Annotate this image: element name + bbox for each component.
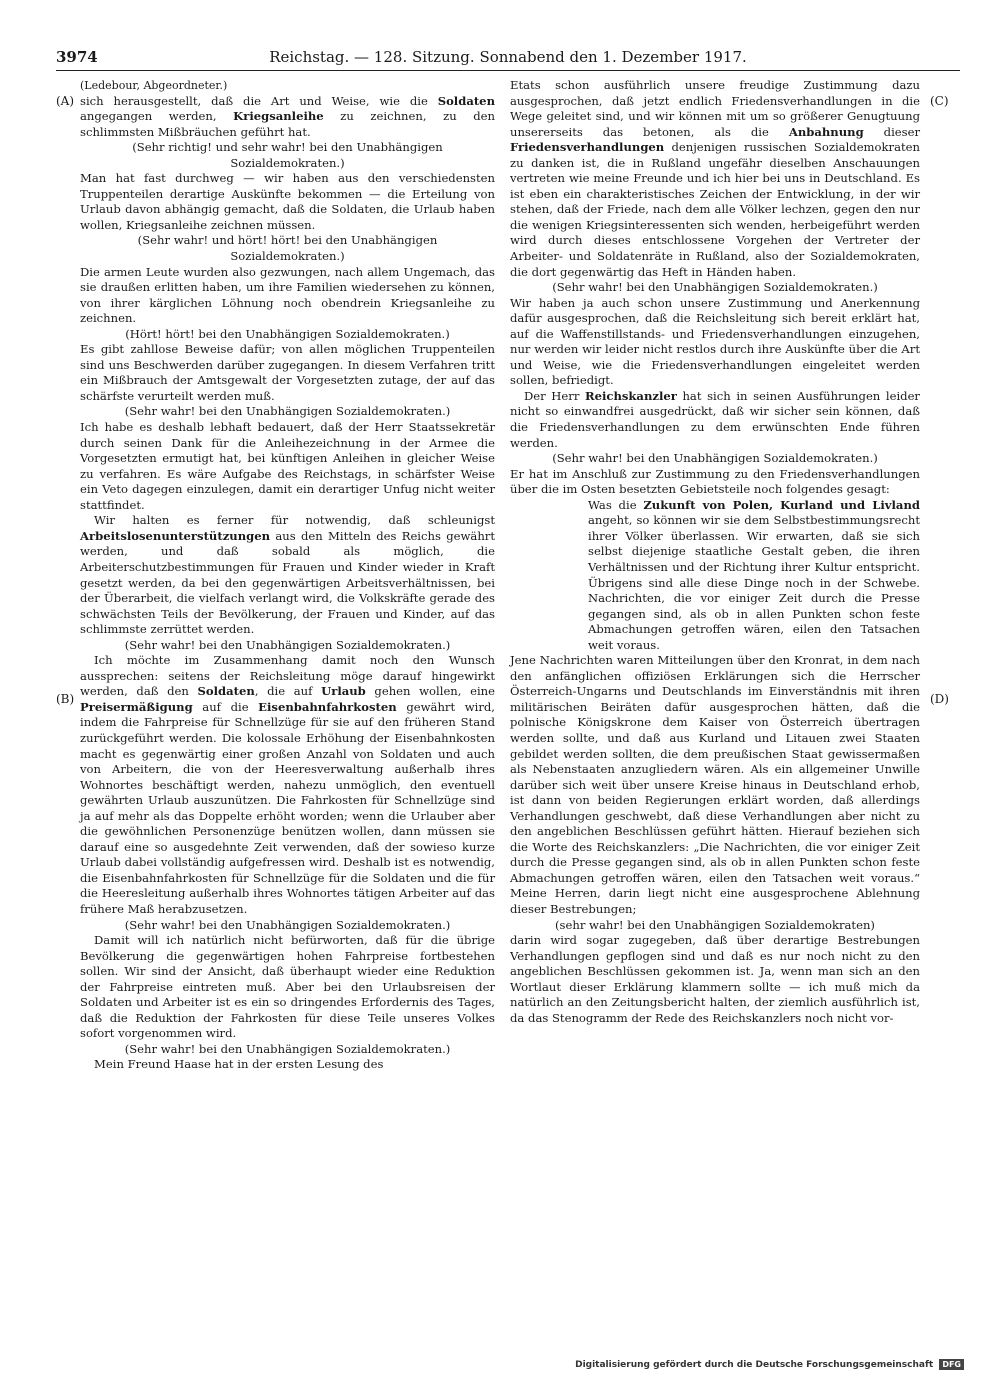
page-title: Reichstag. — 128. Sitzung. Sonnabend den 1. Dezember 1917. bbox=[269, 48, 747, 66]
paragraph: Der Herr Reichskanzler hat sich in seinen Ausführungen leider nicht so einwandfrei ausgedrückt, daß wir sicher sein können, daß die Friedensverhandlungen zu dem erwünschten Ende führen werden. bbox=[510, 388, 920, 450]
paragraph: Wir haben ja auch schon unsere Zustimmung und Anerkennung dafür ausgesprochen, daß die Reichsleitung sich bereit erklärt hat, auf die Waffenstillstands- und Friedensverhandlungen einzugehen, nur werden wir leider nicht restlos durch ihre Auskünfte über die Art und Weise, wie die Friedensverhandlungen eingeleitet werden sollen, befriedigt. bbox=[510, 295, 920, 388]
footer-credit bbox=[575, 1359, 964, 1370]
remark: (Sehr wahr! bei den Unabhängigen Sozialdemokraten.) bbox=[124, 917, 451, 932]
paragraph: sich herausgestellt, daß die Art und Weise, wie die Soldaten angegangen werden, Kriegsanleihe zu zeichnen, zu den schlimmsten Mißbräuchen geführt hat. bbox=[80, 93, 495, 139]
paragraph: Damit will ich natürlich nicht befürworten, daß für die übrige Bevölkerung die gegenwärtigen hohen Fahrpreise fortbestehen sollen. Wir sind der Ansicht, daß überhaupt wieder eine Reduktion der Fahrpreise eintreten muß. Aber bei den Urlaubsreisen der Soldaten und Arbeiter ist es ein so dringendes Erfordernis des Tages, daß die Reduktion der Fahrkosten für diese Teile unseres Volkes sofort vorgenommen wird. bbox=[80, 933, 495, 1041]
paragraph: darin wird sogar zugegeben, daß über derartige Bestrebungen Verhandlungen gepflogen sind und daß es nur noch nicht zu den angeblichen Beschlüssen gekommen ist. Ja, wenn man sich an den Wortlaut dieser Erklärung klammern sollte — ich muß mich da natürlich an den Zeitungsbericht halten, der ziemlich ausführlich ist, da das Stenogramm der Rede des Reichskanzlers noch nicht vor- bbox=[510, 933, 920, 1025]
remark: (Sehr wahr! bei den Unabhängigen Sozialdemokraten.) bbox=[552, 451, 878, 466]
paragraph: Wir halten es ferner für notwendig, daß schleunigst Arbeitslosenunterstützungen aus den Mitteln des Reichs gewährt werden, und daß sobald als möglich, die Arbeiterschutzbestimmungen für Frauen und Kinder wieder in Kraft gesetzt werden, da bei den gegenwärtigen Arbeitsverhältnissen, bei der Überarbeit, die vielfach verlangt wird, die Volkskräfte gerade des schwächsten Teils der Bevölkerung, der Frauen und Kinder, auf das schlimmste zerrüttet werden. bbox=[80, 513, 495, 637]
paragraph: Die armen Leute wurden also gezwungen, nach allem Ungemach, das sie draußen erlitten haben, um ihre Familien wiedersehen zu können, von ihrer kärglichen Löhnung noch obendrein Kriegsanleihe zu zeichnen. bbox=[80, 264, 495, 326]
remark: (Sehr wahr! bei den Unabhängigen Sozialdemokraten.) bbox=[552, 280, 878, 295]
paragraph: Etats schon ausführlich unsere freudige Zustimmung dazu ausgesprochen, daß jetzt endlich Friedensverhandlungen in die Wege geleitet sind, und wir können mit um so größerer Genugtuung unsererseits das betonen, als die Anbahnung dieser Friedensverhandlungen denjenigen russischen Sozialdemokraten zu danken ist, die in Rußland ungefähr dieselben Anschauungen vertreten wie meine Freunde und ich hier bei uns in Deutschland. Es ist eben ein charakteristisches Zeichen der Entwicklung, in der wir stehen, daß der Friede, nach dem alle Völker lechzen, gegen den nur die wenigen Kriegsinteressenten sich wenden, herbeigeführt werden wird durch dieses entschlossene Vorgehen der Vertreter der Arbeiter- und Soldatenräte in Rußland, also der Sozialdemokraten, die dort gegenwärtig das Heft in Händen haben. bbox=[510, 78, 920, 279]
remark: (Hört! hört! bei den Unabhängigen Sozialdemokraten.) bbox=[125, 326, 450, 341]
speaker-label: (Ledebour, Abgeordneter.) bbox=[80, 79, 228, 92]
remark: (Sehr wahr! bei den Unabhängigen Sozialdemokraten.) bbox=[124, 637, 451, 652]
paragraph: Ich möchte im Zusammenhang damit noch den Wunsch aussprechen: seitens der Reichsleitung möge darauf hingewirkt werden, daß den Soldaten, die auf Urlaub gehen wollen, eine Preisermäßigung auf die Eisenbahnfahrkosten gewährt wird, indem die Fahrpreise für Schnellzüge für sie auf den früheren Stand zurückgeführt werden. Die kolossale Erhöhung der Eisenbahnkosten macht es gegenwärtig einer großen Anzahl von Soldaten und auch von Arbeitern, die von der Heeresverwaltung außerhalb ihres Wohnortes beschäftigt werden, nahezu unmöglich, den eventuell gewährten Urlaub auszunützen. Die Fahrkosten für Schnellzüge sind ja auf mehr als das Doppelte erhöht worden; wenn die Urlauber aber die gewöhnlichen Personenzüge benützen wollen, dann müssen sie darauf eine so ausgedehnte Zeit verwenden, daß der sowieso kurze Urlaub dabei vollständig aufgefressen wird. Deshalb ist es notwendig, die Eisenbahnfahrkosten für Schnellzüge für die Soldaten und die für die Heeresleitung außerhalb ihres Wohnortes tätigen Arbeiter auf das frühere Maß herabzusetzen. bbox=[80, 653, 495, 916]
footer-text: Digitalisierung gefördert durch die Deutsche Forschungsgemeinschaft bbox=[575, 1360, 934, 1370]
paragraph: Mein Freund Haase hat in der ersten Lesung des bbox=[94, 1057, 384, 1072]
paragraph: Ich habe es deshalb lebhaft bedauert, daß der Herr Staatssekretär durch seinen Dank für die Anleihezeichnung in der Armee die Vorgesetzten ermutigt hat, bei künftigen Anleihen in gleicher Weise zu verfahren. Es wäre Aufgabe des Reichstags, in schärfster Weise ein Veto dagegen einzulegen, damit ein derartiger Unfug nicht weiter stattfindet. bbox=[80, 420, 495, 512]
page-number: 3974 bbox=[56, 48, 98, 66]
quotation: Was die Zukunft von Polen, Kurland und Livland angeht, so können wir sie dem Selbstbestimmungsrecht ihrer Völker überlassen. Wir erwarten, daß sie sich selbst diejenige staatliche Gestalt geben, die ihren Verhältnissen und der Richtung ihrer Kultur entspricht. Übrigens sind alle diese Dinge noch in der Schwebe. Nachrichten, die vor einiger Zeit durch die Presse gegangen sind, als ob in allen Punkten schon feste Abmachungen getroffen wären, eilen den Tatsachen weit voraus. bbox=[588, 497, 920, 652]
paragraph: Jene Nachrichten waren Mitteilungen über den Kronrat, in dem nach den anfänglichen offiziösen Erklärungen sich die Herrscher Österreich-Ungarns und Deutschlands im Einverständnis mit ihren militärischen Beiräten dafür ausgesprochen hätten, daß die polnische Königskrone dem Kaiser von Österreich übertragen werden sollte, und daß aus Kurland und Litauen zwei Staaten gebildet werden sollten, die dem preußischen Staat gewissermaßen als Nebenstaaten anzugliedern wären. Als ein allgemeiner Unwille darüber sich weit über unsere Kreise hinaus in Deutschland erhob, ist dann von beiden Regierungen erklärt worden, daß allerdings Verhandlungen geschwebt, daß diese Verhandlungen aber nicht zu den angeblichen Beschlüssen geführt hätten. Hierauf beziehen sich die Worte des Reichskanzlers: „Die Nachrichten, die vor einiger Zeit durch die Presse gegangen sind, als ob in allen Punkten schon feste Abmachungen getroffen wären, eilen den Tatsachen weit voraus.“ Meine Herren, darin liegt nicht eine ausgesprochene Ablehnung dieser Bestrebungen; bbox=[510, 653, 920, 916]
remark: (Sehr wahr! bei den Unabhängigen Sozialdemokraten.) bbox=[124, 404, 451, 419]
remark: (sehr wahr! bei den Unabhängigen Sozialdemokraten) bbox=[555, 917, 875, 932]
remark: (Sehr wahr! bei den Unabhängigen Sozialdemokraten.) bbox=[124, 1041, 451, 1056]
left-column bbox=[80, 78, 495, 1073]
paragraph: Man hat fast durchweg — wir haben aus den verschiedensten Truppenteilen derartige Auskünfte bekommen — die Erteilung von Urlaub davon abhängig gemacht, daß die Soldaten, die Urlaub haben wollen, Kriegsanleihe zeichnen müssen. bbox=[80, 171, 495, 232]
right-column bbox=[510, 78, 920, 1026]
page-header bbox=[56, 46, 960, 71]
margin-mark-b: (B) bbox=[56, 692, 75, 706]
paragraph: Es gibt zahllose Beweise dafür; von allen möglichen Truppenteilen sind uns Beschwerden darüber zugegangen. In diesem Verfahren tritt ein Mißbrauch der Amtsgewalt der Vorgesetzten zutage, der auf das schärfste verurteilt werden muß. bbox=[80, 342, 495, 403]
remark: (Sehr wahr! und hört! hört! bei den Unabhängigen Sozialdemokraten.) bbox=[137, 233, 438, 264]
margin-mark-a: (A) bbox=[56, 94, 75, 108]
paragraph: Er hat im Anschluß zur Zustimmung zu den Friedensverhandlungen über die im Osten besetzten Gebietsteile noch folgendes gesagt: bbox=[510, 466, 920, 497]
remark: (Sehr richtig! und sehr wahr! bei den Unabhängigen Sozialdemokraten.) bbox=[132, 140, 443, 170]
margin-mark-c: (C) bbox=[930, 94, 949, 108]
dfg-logo: DFG bbox=[939, 1359, 964, 1370]
margin-mark-d: (D) bbox=[930, 692, 949, 706]
